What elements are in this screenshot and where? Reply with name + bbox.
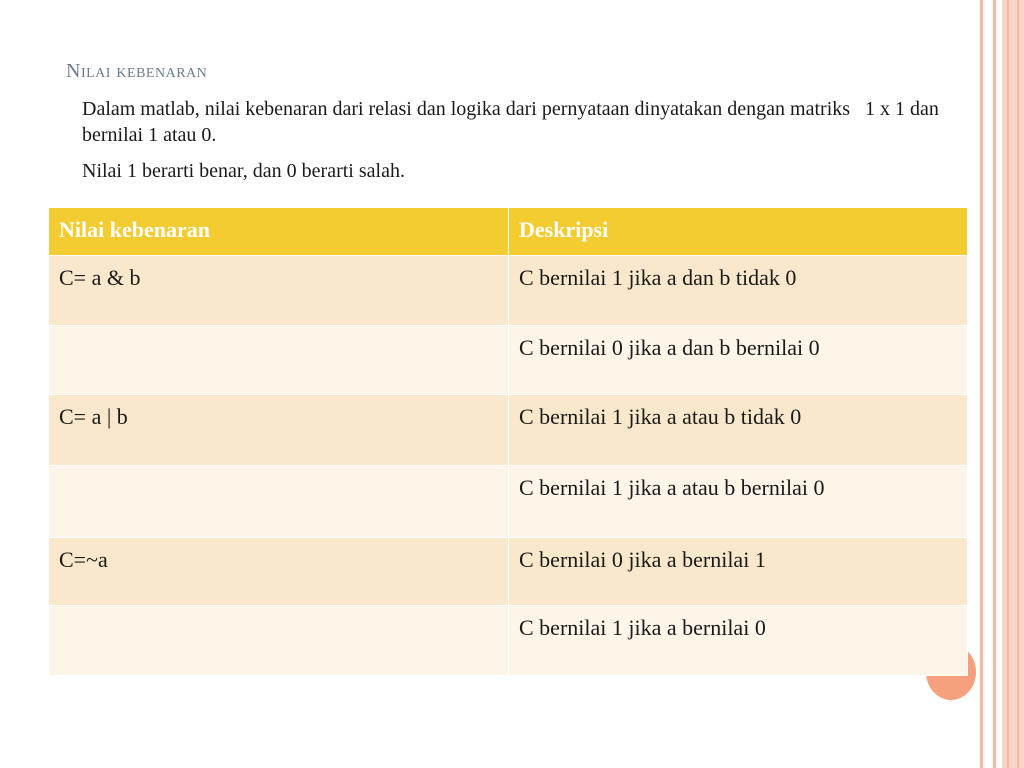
table-cell-description: C bernilai 1 jika a dan b tidak 0 [509, 256, 968, 326]
column-header-deskripsi: Deskripsi [509, 208, 968, 256]
table-cell-expression [49, 326, 509, 395]
column-header-nilai-kebenaran: Nilai kebenaran [49, 208, 509, 256]
table-row [49, 606, 968, 676]
table-cell-expression: C= a & b [49, 256, 509, 326]
table-cell-expression [49, 466, 509, 538]
table-cell-expression [49, 606, 509, 676]
table-row [49, 395, 968, 466]
table-row [49, 326, 968, 395]
intro-paragraph: Nilai 1 berarti benar, dan 0 berarti salah. [82, 160, 405, 182]
table-cell-description: C bernilai 1 jika a atau b bernilai 0 [509, 466, 968, 538]
intro-paragraph: Dalam matlab, nilai kebenaran dari relasi dan logika dari pernyataan dinyatakan dengan matriks 1 x 1 dan bernilai 1 atau 0. [82, 98, 944, 146]
table-cell-expression: C= a | b [49, 395, 509, 466]
table-row [49, 538, 968, 606]
intro-text [82, 96, 962, 194]
table-header-row [49, 208, 968, 256]
table-cell-description: C bernilai 0 jika a bernilai 1 [509, 538, 968, 606]
table-cell-expression: C=~a [49, 538, 509, 606]
table-row [49, 466, 968, 538]
table-row [49, 256, 968, 326]
table-cell-description: C bernilai 1 jika a atau b tidak 0 [509, 395, 968, 466]
slide-title: Nilai kebenaran [66, 60, 208, 82]
truth-value-table [48, 207, 968, 676]
table-cell-description: C bernilai 0 jika a dan b bernilai 0 [509, 326, 968, 395]
decorative-side-stripes [980, 0, 1024, 768]
table-cell-description: C bernilai 1 jika a bernilai 0 [509, 606, 968, 676]
